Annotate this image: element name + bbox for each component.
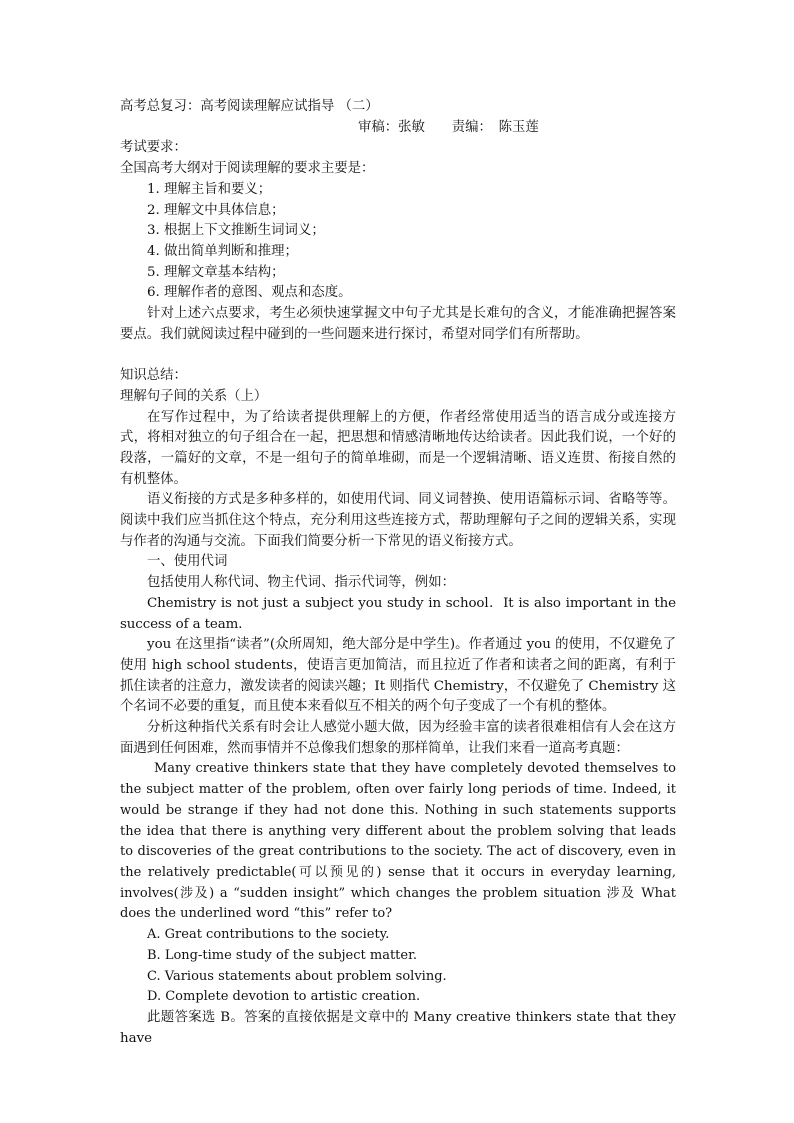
section-title-pronouns: 一、使用代词 (147, 554, 228, 570)
reading-passage: Many creative thinkers state that they have completely devoted themselves to the subject matter of the problem, often over fairly long periods of time. Indeed, it would be strange if they had not done this. Nothing in such statements supports the idea that there is anything very different about the problem solving that leads to discoveries of the great contributions to the society. The act of discovery, even in the relatively predictable(可以预见的) sense that it occurs in everyday learning, involves(涉及) a “sudden insight” which changes the problem situation 涉及 What does the underlined word “this” refer to? (120, 761, 676, 922)
answer-option-b: B. Long-time study of the subject matter. (147, 947, 418, 963)
requirement-item: 3. 根据上下文推断生词词义； (147, 223, 325, 239)
requirement-item: 1. 理解主旨和要义； (147, 181, 272, 197)
answer-option-d: D. Complete devotion to artistic creation. (147, 989, 421, 1005)
requirements-summary: 针对上述六点要求，考生必须快速掌握文中句子尤其是长难句的含义，才能准确把握答案要点。我们就阅读过程中碰到的一些问题来进行探讨，希望对同学们有所帮助。 (120, 306, 676, 342)
knowledge-paragraph-2: 语义衔接的方式是多种多样的，如使用代词、同义词替换、使用语篇标示词、省略等等。阅读中我们应当抓住这个特点，充分利用这些连接方式，帮助理解句子之间的逻辑关系，实现与作者的沟通与交流。下面我们简要分析一下常见的语义衔接方式。 (120, 492, 676, 549)
knowledge-subheading: 理解句子间的关系（上） (120, 388, 268, 404)
document-page (120, 97, 676, 1049)
knowledge-paragraph-1: 在写作过程中，为了给读者提供理解上的方便，作者经常使用适当的语言成分或连接方式，将相对独立的句子组合在一起，把思想和情感清晰地传达给读者。因此我们说，一个好的段落，一篇好的文章，不是一组句子的简单堆砌，而是一个逻辑清晰、语义连贯、衔接自然的有机整体。 (120, 409, 676, 487)
requirements-heading: 考试要求： (120, 140, 187, 156)
section-intro: 包括使用人称代词、物主代词、指示代词等，例如： (147, 575, 455, 591)
requirement-item: 6. 理解作者的意图、观点和态度。 (147, 285, 352, 301)
document-title: 高考总复习：高考阅读理解应试指导 （二） (120, 99, 379, 114)
knowledge-heading: 知识总结： (120, 368, 187, 384)
requirement-item: 5. 理解文章基本结构； (147, 264, 285, 280)
requirements-intro: 全国高考大纲对于阅读理解的要求主要是： (120, 161, 375, 177)
example-explanation: you 在这里指“读者”(众所周知，绝大部分是中学生)。作者通过 you 的使用，不仅避免了使用 high school students，使语言更加简洁，而且拉近了作者和读者之间的距离，有利于抓住读者的注意力，激发读者的阅读兴趣；It 则指代 Chemistry，不仅避免了 Chemistry 这个名词不必要的重复，而且使本来看似互不相关的两个句子变成了一个有机的整体。 (120, 637, 677, 715)
requirement-item: 4. 做出简单判断和推理； (147, 243, 298, 259)
answer-option-a: A. Great contributions to the society. (147, 927, 390, 943)
answer-explanation: 此题答案选 B。答案的直接依据是文章中的 Many creative thinkers state that they have (120, 1009, 676, 1046)
analysis-paragraph: 分析这种指代关系有时会让人感觉小题大做，因为经验丰富的读者很难相信有人会在这方面遇到任何困难，然而事情并不总像我们想象的那样简单，让我们来看一道高考真题： (120, 720, 676, 756)
example-sentence: Chemistry is not just a subject you study in school．It is also important in the success of a team． (120, 595, 676, 632)
spacer (120, 345, 676, 366)
requirement-item: 2. 理解文中具体信息； (147, 202, 285, 218)
reviewers-line: 审稿：张敏 责编： 陈玉莲 (358, 119, 539, 135)
answer-option-c: C. Various statements about problem solving. (147, 968, 447, 984)
